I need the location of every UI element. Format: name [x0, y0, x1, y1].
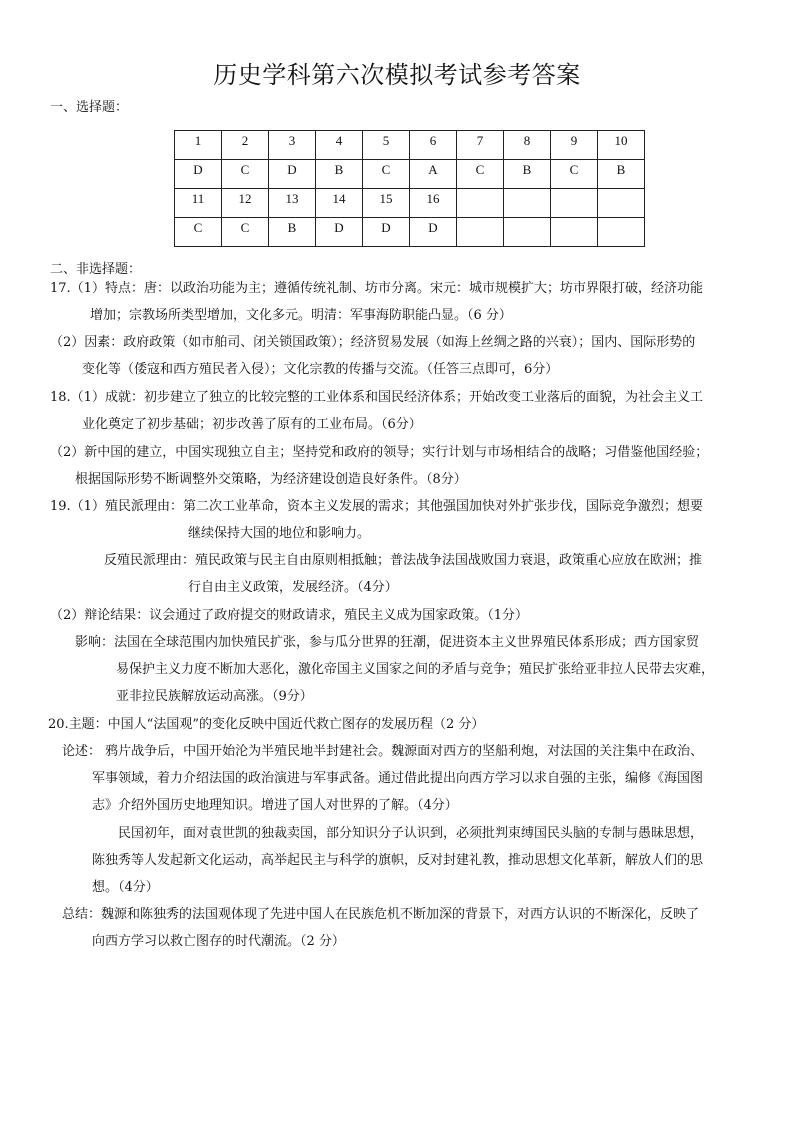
answer-table-cell: [504, 218, 551, 247]
answer-line: 18.（1）成就：初步建立了独立的比较完整的工业体系和国民经济体系；开始改变工业落后的面貌，为社会主义工: [50, 390, 703, 405]
answer-table-cell: 13: [269, 189, 316, 218]
answer-line: 19.（1）殖民派理由：第二次工业革命，资本主义发展的需求；其他强国加快对外扩张步伐，国际竞争激烈；想要: [50, 499, 703, 514]
answer-table-row: [175, 189, 645, 218]
answer-table-cell: A: [410, 160, 457, 189]
section-heading-choice: 一、选择题：: [50, 100, 129, 115]
answer-line: 陈独秀等人发起新文化运动，高举起民主与科学的旗帜，反对封建礼教，推动思想文化革新，解放人们的思: [92, 853, 704, 868]
answer-table-cell: [457, 189, 504, 218]
answer-line: 志》介绍外国历史地理知识。增进了国人对世界的了解。（4分）: [92, 798, 458, 813]
answer-line: （2）辩论结果：议会通过了政府提交的财政请求，殖民主义成为国家政策。（1分）: [50, 608, 529, 623]
answer-table-cell: 4: [316, 131, 363, 160]
answer-table-cell: C: [457, 160, 504, 189]
answer-table-cell: [504, 189, 551, 218]
answer-table-cell: [551, 218, 598, 247]
answer-line: 总结：魏源和陈独秀的法国观体现了先进中国人在民族危机不断加深的背景下，对西方认识的不断深化，反映了: [62, 907, 700, 922]
answer-line: 业化奠定了初步基础；初步改善了原有的工业布局。（6分）: [82, 417, 422, 432]
answer-line: 根据国际形势不断调整外交策略，为经济建设创造良好条件。（8分）: [75, 472, 467, 487]
answer-table-cell: C: [363, 160, 410, 189]
answer-table-cell: 6: [410, 131, 457, 160]
answer-table-cell: [598, 189, 645, 218]
answer-table-cell: 5: [363, 131, 410, 160]
answer-line: （2）新中国的建立，中国实现独立自主；坚持党和政府的领导；实行计划与市场相结合的战略；习借鉴他国经验；: [50, 445, 709, 460]
answer-table-cell: 11: [175, 189, 222, 218]
answer-table-cell: [598, 218, 645, 247]
answer-line: 论述： 鸦片战争后，中国开始沦为半殖民地半封建社会。魏源面对西方的坚船利炮，对法国的关注集中在政治、: [62, 744, 704, 759]
page-title: 历史学科第六次模拟考试参考答案: [213, 61, 581, 89]
answer-line: 军事领域，着力介绍法国的政治演进与军事武备。通过借此提出向西方学习以求自强的主张，编修《海国图: [92, 771, 704, 786]
answer-table-row: [175, 160, 645, 189]
answer-line: 增加；宗教场所类型增加，文化多元。明清：军事海防职能凸显。（6 分）: [90, 308, 512, 323]
answer-line: 继续保持大国的地位和影响力。: [188, 526, 371, 541]
answer-line: （2）因素：政府政策（如市舶司、闭关锁国政策）；经济贸易发展（如海上丝绸之路的兴衰）；国内、国际形势的: [50, 335, 696, 350]
answer-line: 民国初年，面对袁世凯的独裁卖国，部分知识分子认识到，必须批判束缚国民头脑的专制与愚昧思想，: [118, 826, 704, 841]
answer-table-cell: 10: [598, 131, 645, 160]
answer-line: 17.（1）特点：唐：以政治功能为主；遵循传统礼制、坊市分离。宋元：城市规模扩大；坊市界限打破，经济功能: [50, 281, 703, 296]
answer-table-cell: D: [316, 218, 363, 247]
answer-table-cell: 1: [175, 131, 222, 160]
answer-table-cell: 8: [504, 131, 551, 160]
answer-table-cell: D: [269, 160, 316, 189]
answer-table-cell: B: [269, 218, 316, 247]
answer-line: 影响：法国在全球范围内加快殖民扩张，参与瓜分世界的狂潮，促进资本主义世界殖民体系形成；西方国家贸: [75, 635, 700, 650]
answer-table-cell: C: [175, 218, 222, 247]
answer-table-cell: B: [598, 160, 645, 189]
answer-table-cell: D: [175, 160, 222, 189]
answer-table-cell: 2: [222, 131, 269, 160]
answer-table-row: [175, 218, 645, 247]
answer-table-cell: 3: [269, 131, 316, 160]
answer-table-cell: C: [222, 160, 269, 189]
answer-line: 亚非拉民族解放运动高涨。（9分）: [116, 689, 313, 704]
answer-table-cell: D: [410, 218, 457, 247]
answer-line: 变化等（倭寇和西方殖民者入侵）；文化宗教的传播与交流。（任答三点即可，6分）: [82, 362, 559, 377]
answer-line: 20.主题：中国人“法国观”的变化反映中国近代救亡图存的发展历程（2 分）: [48, 717, 485, 732]
answer-table: [174, 130, 645, 247]
answer-table-row: [175, 131, 645, 160]
answer-table-cell: D: [363, 218, 410, 247]
answer-line: 行自由主义政策，发展经济。（4分）: [188, 580, 398, 595]
answer-line: 反殖民派理由：殖民政策与民主自由原则相抵触；普法战争法国战败国力衰退，政策重心应放在欧洲；推: [104, 553, 703, 568]
answer-table-cell: 15: [363, 189, 410, 218]
answer-table-cell: [457, 218, 504, 247]
answer-line: 易保护主义力度不断加大恶化，激化帝国主义国家之间的矛盾与竞争；殖民扩张给亚非拉人民带去灾难，: [116, 662, 715, 677]
answer-table-cell: 14: [316, 189, 363, 218]
answer-table-cell: [551, 189, 598, 218]
answer-table-cell: 12: [222, 189, 269, 218]
answer-table-cell: C: [222, 218, 269, 247]
answer-table-cell: 16: [410, 189, 457, 218]
answer-table-cell: 9: [551, 131, 598, 160]
answer-table-cell: 7: [457, 131, 504, 160]
answer-table-cell: B: [504, 160, 551, 189]
answer-table-cell: C: [551, 160, 598, 189]
answer-line: 想。（4分）: [92, 880, 159, 895]
section-heading-nonchoice: 二、非选择题：: [50, 262, 142, 277]
answer-table-cell: B: [316, 160, 363, 189]
answer-line: 向西方学习以救亡图存的时代潮流。（2 分）: [92, 934, 345, 949]
